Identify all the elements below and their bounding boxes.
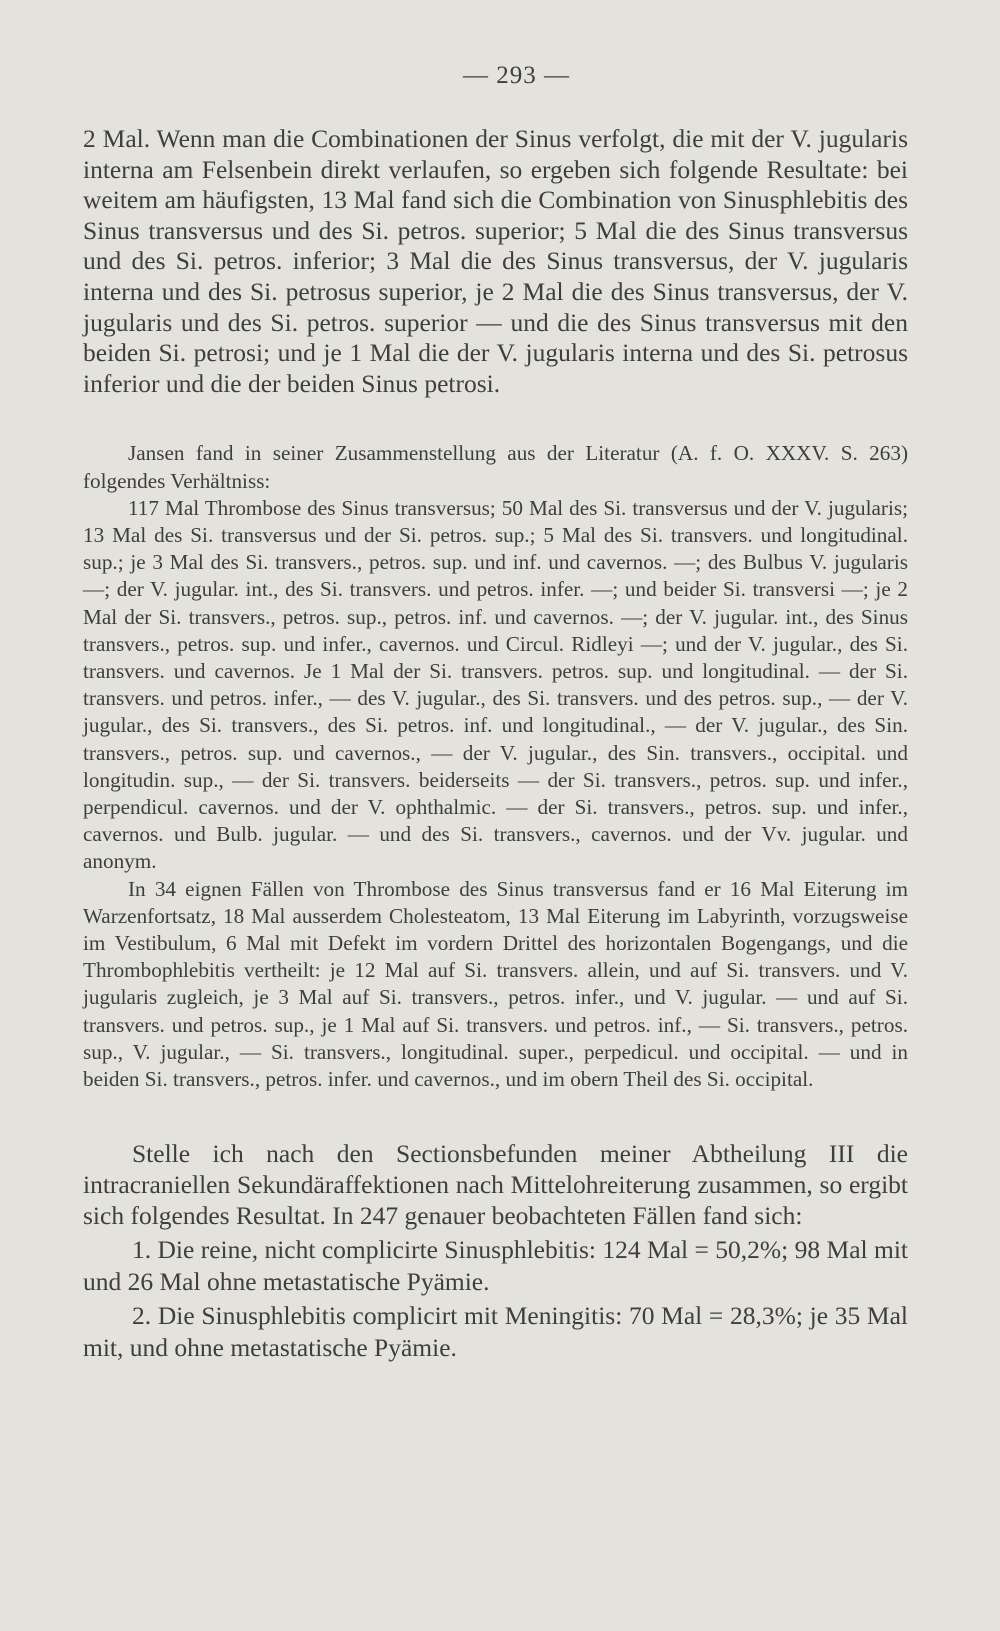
paragraph-jansen-intro: Jansen fand in seiner Zusammenstellung aus der Literatur (A. f. O. XXXV. S. 263) folgendes Verhältniss: bbox=[83, 441, 908, 493]
page-number: — 293 — bbox=[463, 62, 570, 89]
paragraph-sinus-combinations: 2 Mal. Wenn man die Combinationen der Sinus verfolgt, die mit der V. jugularis interna am Felsenbein direkt verlaufen, so ergeben sich folgende Resultate: bei weitem am häufigsten, 13 Mal fand sich die Combination von Sinusphlebitis des Sinus transversus und des Si. petros. superior; 5 Mal die des Sinus transversus und des Si. petros. inferior; 3 Mal die des Sinus transversus, der V. jugularis interna und des Si. petrosus superior, je 2 Mal die des Sinus transversus, der V. jugularis und des Si. petros. superior — und die des Sinus transversus mit den beiden Si. petrosi; und je 1 Mal die der V. jugularis interna und des Si. petrosus inferior und die der beiden Sinus petrosi. bbox=[83, 124, 908, 398]
paragraph-section-findings: Stelle ich nach den Sectionsbefunden meiner Abtheilung III die intracraniellen Sekundäraffektionen nach Mittelohreiterung zusammen, so ergibt sich folgendes Resultat. In 247 genauer beobachteten Fällen fand sich: bbox=[83, 1139, 908, 1230]
paragraph-jansen-list: 117 Mal Thrombose des Sinus transversus; 50 Mal des Si. transversus und der V. jugularis; 13 Mal des Si. transversus und der Si. petros. sup.; 5 Mal des Si. transvers. und longitudinal. sup.; je 3 Mal des Si. transvers., petros. sup. und inf. und cavernos. —; des Bulbus V. jugularis —; der V. jugular. int., des Si. transvers. und petros. infer. —; und beider Si. transversi —; je 2 Mal der Si. transvers., petros. sup., petros. inf. und cavernos. —; der V. jugular. int., des Sinus transvers., petros. sup. und infer., cavernos. und Circul. Ridleyi —; und der V. jugular., des Si. transvers. und cavernos. Je 1 Mal der Si. transvers. petros. sup. und longitudinal. — der Si. transvers. und petros. infer., — des V. jugular., des Si. transvers. und des petros. sup., — der V. jugular., des Si. transvers., des Si. petros. inf. und longitudinal., — der V. jugular., des Sin. transvers., petros. sup. und cavernos., — der V. jugular., des Sin. transvers., occipital. und longitudin. sup., — der Si. transvers. beiderseits — der Si. transvers., petros. sup. und infer., perpendicul. cavernos. und der V. ophthalmic. — der Si. transvers., petros. sup. und infer., cavernos. und Bulb. jugular. — und des Si. transvers., cavernos. und der Vv. jugular. und anonym. bbox=[83, 495, 908, 874]
list-item-2: 2. Die Sinusphlebitis complicirt mit Meningitis: 70 Mal = 28,3%; je 35 Mal mit, und ohne metastatische Pyämie. bbox=[83, 1300, 908, 1362]
paragraph-own-cases: In 34 eignen Fällen von Thrombose des Sinus transversus fand er 16 Mal Eiterung im Warzenfortsatz, 18 Mal ausserdem Cholesteatom, 13 Mal Eiterung im Labyrinth, vorzugsweise im Vestibulum, 6 Mal mit Defekt im vordern Drittel des horizontalen Bogengangs, und die Thrombophlebitis vertheilt: je 12 Mal auf Si. transvers. allein, und auf Si. transvers. und V. jugularis zugleich, je 3 Mal auf Si. transvers., petros. infer., und V. jugular. — und auf Si. transvers. und petros. sup., je 1 Mal auf Si. transvers. und petros. inf., — Si. transvers., petros. sup., V. jugular., — Si. transvers., longitudinal. super., perpedicul. und occipital. — und in beiden Si. transvers., petros. infer. und cavernos., und im obern Theil des Si. occipital. bbox=[83, 876, 908, 1092]
list-item-1: 1. Die reine, nicht complicirte Sinusphlebitis: 124 Mal = 50,2%; 98 Mal mit und 26 Mal ohne metastatische Pyämie. bbox=[83, 1234, 908, 1296]
